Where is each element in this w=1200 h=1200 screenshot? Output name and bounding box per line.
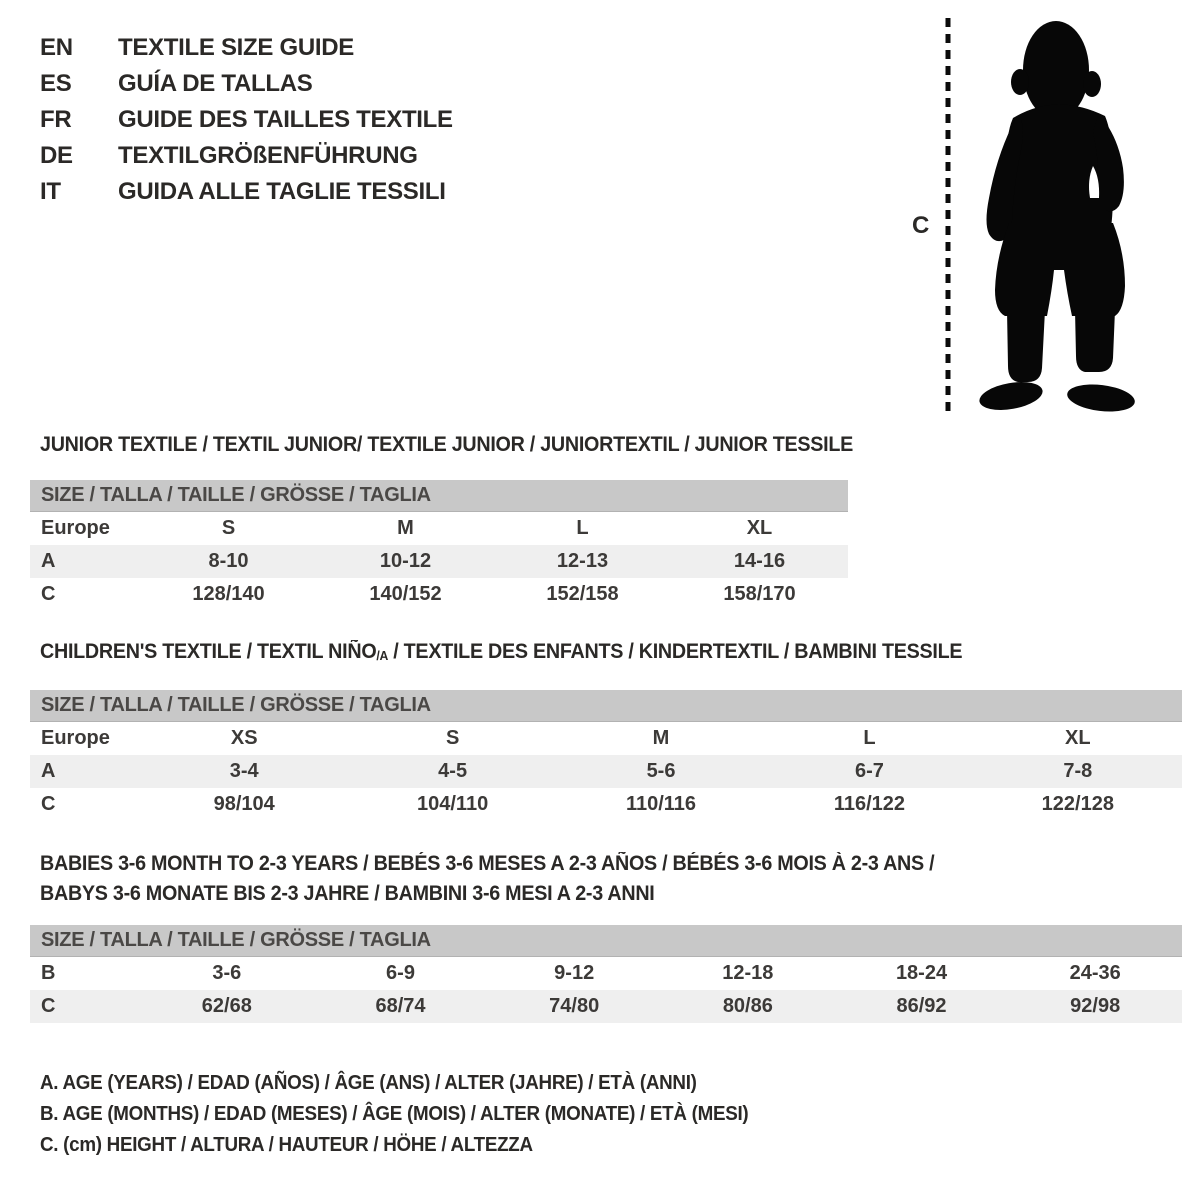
lang-code-en: EN	[40, 34, 73, 61]
children-title-pre: CHILDREN'S TEXTILE / TEXTIL NIÑO	[40, 640, 377, 663]
children-row-age	[30, 755, 1182, 788]
language-title-block	[40, 30, 453, 210]
babies-size-table-header: SIZE / TALLA / TAILLE / GRÖSSE / TAGLIA	[30, 925, 1182, 957]
height-cell: 80/86	[722, 995, 773, 1017]
months-cell: 3-6	[212, 962, 242, 984]
age-cell: 5-6	[646, 760, 676, 782]
age-cell: 3-4	[229, 760, 259, 782]
age-cell: 10-12	[379, 550, 432, 572]
size-cell: L	[863, 727, 876, 749]
height-cell: 116/122	[833, 793, 906, 815]
height-cell: 140/152	[369, 583, 442, 605]
junior-row-height	[30, 578, 848, 611]
children-row-europe	[30, 722, 1182, 755]
lang-row-de	[40, 138, 453, 174]
age-cell: 4-5	[438, 760, 468, 782]
size-cell: XL	[746, 517, 773, 539]
lang-row-fr	[40, 102, 453, 138]
lang-code-de: DE	[40, 142, 73, 169]
row-label: C	[41, 793, 56, 815]
lang-title-de: TEXTILGRÖßENFÜHRUNG	[118, 142, 418, 169]
age-cell: 14-16	[733, 550, 786, 572]
height-cell: 68/74	[375, 995, 426, 1017]
legend-age-years: A. AGE (YEARS) / EDAD (AÑOS) / ÂGE (ANS) / ALTER (JAHRE) / ETÀ (ANNI)	[40, 1072, 697, 1094]
children-size-table	[30, 690, 1182, 821]
months-cell: 12-18	[722, 962, 774, 984]
lang-row-es	[40, 66, 453, 102]
children-section-title	[40, 640, 962, 664]
row-label: Europe	[41, 727, 110, 749]
lang-row-it	[40, 174, 453, 210]
babies-row-months	[30, 957, 1182, 990]
age-cell: 12-13	[556, 550, 609, 572]
months-cell: 24-36	[1069, 962, 1121, 984]
children-row-height	[30, 788, 1182, 821]
children-title-sub: /A	[376, 648, 389, 663]
height-cell: 110/116	[625, 793, 697, 815]
size-cell: S	[445, 727, 460, 749]
row-label: B	[41, 962, 56, 984]
children-size-table-header: SIZE / TALLA / TAILLE / GRÖSSE / TAGLIA	[30, 690, 1182, 722]
row-label: A	[41, 760, 56, 782]
row-label: A	[41, 550, 56, 572]
junior-section-title: JUNIOR TEXTILE / TEXTIL JUNIOR/ TEXTILE JUNIOR / JUNIORTEXTIL / JUNIOR TESSILE	[40, 433, 854, 456]
height-measure-label: C	[912, 212, 930, 239]
height-cell: 98/104	[213, 793, 275, 815]
size-cell: S	[221, 517, 236, 539]
age-cell: 7-8	[1063, 760, 1093, 782]
lang-title-en: TEXTILE SIZE GUIDE	[118, 34, 354, 61]
height-dashed-line-icon	[944, 18, 952, 418]
babies-section-title-line1: BABIES 3-6 MONTH TO 2-3 YEARS / BEBÉS 3-6 MESES A 2-3 AÑOS / BÉBÉS 3-6 MOIS À 2-3 ANS /	[40, 852, 935, 875]
lang-title-fr: GUIDE DES TAILLES TEXTILE	[118, 106, 453, 133]
height-cell: 122/128	[1041, 793, 1114, 815]
junior-row-europe	[30, 512, 848, 545]
age-cell: 6-7	[854, 760, 884, 782]
babies-size-table	[30, 925, 1182, 1023]
size-cell: M	[397, 517, 414, 539]
row-label: C	[41, 995, 56, 1017]
height-cell: 128/140	[192, 583, 265, 605]
height-cell: 62/68	[201, 995, 252, 1017]
size-cell: XL	[1065, 727, 1091, 749]
junior-size-table-header: SIZE / TALLA / TAILLE / GRÖSSE / TAGLIA	[30, 480, 848, 512]
babies-section-title-line2: BABYS 3-6 MONATE BIS 2-3 JAHRE / BAMBINI 3-6 MESI A 2-3 ANNI	[40, 882, 655, 905]
months-cell: 6-9	[386, 962, 415, 984]
size-cell: L	[576, 517, 589, 539]
size-cell: M	[652, 727, 670, 749]
legend-height-cm: C. (cm) HEIGHT / ALTURA / HAUTEUR / HÖHE / ALTEZZA	[40, 1134, 533, 1156]
lang-row-en	[40, 30, 453, 66]
months-cell: 9-12	[554, 962, 595, 984]
lang-code-es: ES	[40, 70, 72, 97]
lang-code-fr: FR	[40, 106, 72, 133]
height-cell: 152/158	[546, 583, 619, 605]
months-cell: 18-24	[895, 962, 948, 984]
row-label: C	[41, 583, 56, 605]
children-title-post: / TEXTILE DES ENFANTS / KINDERTEXTIL / BAMBINI TESSILE	[388, 640, 963, 663]
height-cell: 158/170	[723, 583, 796, 605]
babies-row-height	[30, 990, 1182, 1023]
lang-title-es: GUÍA DE TALLAS	[118, 70, 313, 97]
row-label: Europe	[41, 517, 110, 539]
lang-code-it: IT	[40, 178, 61, 205]
size-cell: XS	[230, 727, 258, 749]
height-cell: 86/92	[896, 995, 947, 1017]
height-cell: 92/98	[1070, 995, 1121, 1017]
junior-size-table	[30, 480, 848, 611]
height-cell: 104/110	[417, 793, 489, 815]
toddler-silhouette-icon	[963, 18, 1143, 418]
height-cell: 74/80	[549, 995, 600, 1017]
lang-title-it: GUIDA ALLE TAGLIE TESSILI	[118, 178, 446, 205]
junior-row-age	[30, 545, 848, 578]
legend-age-months: B. AGE (MONTHS) / EDAD (MESES) / ÂGE (MOIS) / ALTER (MONATE) / ETÀ (MESI)	[40, 1103, 749, 1125]
age-cell: 8-10	[208, 550, 249, 572]
